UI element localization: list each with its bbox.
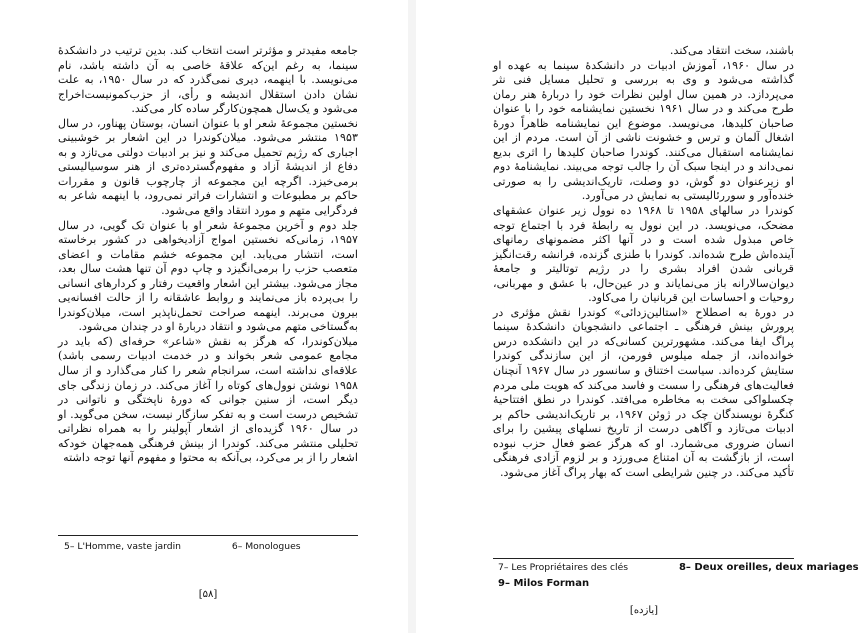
footnotes	[498, 560, 859, 592]
paragraph: نخستین مجموعهٔ شعر او با عنوان انسان، بوستان پهناور، در سال ۱۹۵۳ منتشر می‌شود. میلان‌کوندرا در این اشعار بر خوشبینی اجباری که رژیم تحمیل می‌کند و نیز بر ادبیات دولتی می‌تازد و به دفاع از اندیشهٔ آزاد و مفهوم‌گسترده‌تری از هنر سوسیالیستی برمی‌خیزد. اگرچه این مجموعه از چارچوب قانون و مقررات حاکم بر مطبوعات و انتشارات فراتر نمی‌رود، با اینهمه شاعر به فردگرایی متهم و مورد انتقاد واقع می‌شود.	[58, 116, 358, 218]
paragraph: در دورهٔ به اصطلاح «استالین‌زدائی» کوندرا نقش مؤثری در پرورش بینش فرهنگی ـ اجتماعی دانشجویان دانشکدهٔ سینما پراگ ایفا می‌کند. مشهورترین کسانی‌که در این دانشکده درس خوانده‌اند، از جمله میلوس فورمن، از این سازندگی کوندرا ستایش کرده‌اند. سیاست اختناق و سانسور در سال ۱۹۶۷ آنچنان فعالیت‌های فرهنگی را سست و فاسد می‌کند که هویت ملی مردم چکسلواکی سخت به مخاطره می‌افتد. کوندرا در نطق افتتاحیهٔ کنگرهٔ نویسندگان چک در ژوئن ۱۹۶۷، بر تاریک‌اندیشی حاکم بر ادبیات می‌تازد و آگاهی درست از تاریخ نسلهای پیشین را برای انسان ضروری می‌شمارد. او که هرگز عضو فعال حزب نبوده است، از بازگشت به آن امتناع می‌ورزد و بر لزوم آزادی فرهنگی تأکید می‌کند. در چنین شرایطی است که بهار پراگ آغاز می‌شود.	[493, 305, 794, 479]
left-page	[0, 0, 408, 633]
paragraph: جلد دوم و آخرین مجموعهٔ شعر او با عنوان تک گویی، در سال ۱۹۵۷، زمانی‌که نخستین امواج آزادیخواهی در کشور برخاسته است، انتشار می‌یابد. این مجموعه خشم مقامات و اعضای متعصب حزب را برمی‌انگیزد و چاپ دوم آن تنها هشت سال بعد، مجاز می‌شود. بیشتر این اشعار واقعیت رفتار و کردارهای انسانی را بی‌پرده باز می‌نمایند و روابط عاشقانه را از حالت افسانه‌یی بیرون می‌برند. اینهمه صراحت تحمل‌ناپذیر است، میلان‌کوندرا به‌گستاخی متهم می‌شود و انتقاد دربارهٔ او در چندان می‌شود.	[58, 218, 358, 334]
paragraph: جامعه مفیدتر و مؤثرتر است انتخاب کند. بدین ترتیب در دانشکدهٔ سینما، به رغم این‌که علاقهٔ خاصی به آن داشته باشد، نام می‌نویسد. با اینهمه، دیری نمی‌گذرد که در سال ۱۹۵۰، به علت نشان دادن استقلال اندیشه و رأی، از حزب‌کمونیست‌اخراج می‌شود و یک‌سال همچون‌کارگر ساده کار می‌کند.	[58, 44, 359, 116]
paragraph: میلان‌کوندرا، که هرگز به نقش «شاعر» حرفه‌ای (که باید در مجامع عمومی شعر بخواند و در خدمت ادبیات رسمی باشد) علاقه‌ای نداشته است، سرانجام شعر را کنار می‌گذارد و از سال ۱۹۵۸ نوشتن نوول‌های کوتاه را آغاز می‌کند. در زمان زندگی جای دیگر است، از سنین جوانی که دورهٔ ناپختگی و ناتوانی در تشخیص درست است و به تفکر سازگار نیست، سخن می‌گوید. او در سال ۱۹۶۰ گزیده‌ای از اشعار آپولینر را به همراه نظراتی تحلیلی منتشر می‌کند. کوندرا از بینش فرهنگی همه‌جهان خودکه اشعار را از بر می‌کرد، بی‌آنکه به محتوا و مفهوم آنها توجه داشته	[58, 334, 358, 465]
right-page-body	[493, 44, 794, 480]
footnote: 7– Les Propriétaires des clés	[498, 562, 629, 573]
footnote: 5– L'Homme, vaste jardin	[64, 541, 181, 552]
footnote: 6– Monologues	[231, 541, 301, 552]
footnote-divider	[58, 535, 358, 536]
page-number: [یازده]	[629, 605, 659, 616]
left-page-body	[58, 44, 358, 466]
page-number: [۵۸]	[198, 589, 218, 600]
footnote-divider	[493, 558, 794, 559]
footnotes	[64, 539, 364, 555]
right-page	[416, 0, 859, 633]
footnote: 9– Milos Forman	[498, 578, 590, 589]
footnote: 8– Deux oreilles, deux mariages	[678, 562, 859, 573]
book-gutter	[408, 0, 416, 633]
paragraph: باشند، سخت انتقاد می‌کند.	[669, 44, 794, 57]
paragraph: کوندرا در سالهای ۱۹۵۸ تا ۱۹۶۸ ده نوول زیر عنوان عشقهای مضحک، می‌نویسد. در این نوول به رابطهٔ فرد با اجتماع توجه خاص مبذول شده است و در آنها اکثر مضمونهای رمانهای آینده‌اش طرح شده‌اند. کوندرا با طنزی گزنده، فرانشه رقت‌انگیز قربانی شدن افراد بشری را در رژیم توتالیتر و جامعهٔ دیوان‌سالارانه باز می‌نمایاند و در عین‌حال، با عشق و مهربانی، روحیات و احساسات این قربانیان را می‌کاود.	[493, 204, 795, 305]
paragraph: در سال ۱۹۶۰، آموزش ادبیات در دانشکدهٔ سینما به عهده او گذاشته می‌شود و وی به بررسی و تحلیل مسایل فنی نثر می‌پردازد. در همین سال اولین نظرات خود را دربارهٔ هنر رمان طرح می‌کند و در سال ۱۹۶۱ نخستین نمایشنامه خود را با عنوان صاحبان کلیدها، می‌نویسد. موضوع این نمایشنامه ظاهراً دورهٔ اشغال آلمان و ترس و خشونت ناشی از آن است. مردم از این نمایشنامه استقبال می‌کنند. کوندرا صاحبان کلیدها را اثری بدیع نمی‌داند و در اینجا سبک آن را جالب توجه می‌بیند. نمایشنامهٔ دوم او زیرعنوان دو گوش، دو وصلت، تاریک‌اندیشی را به صورتی خنده‌آور و سوررئالیستی به نمایش در می‌آورد.	[493, 58, 794, 203]
